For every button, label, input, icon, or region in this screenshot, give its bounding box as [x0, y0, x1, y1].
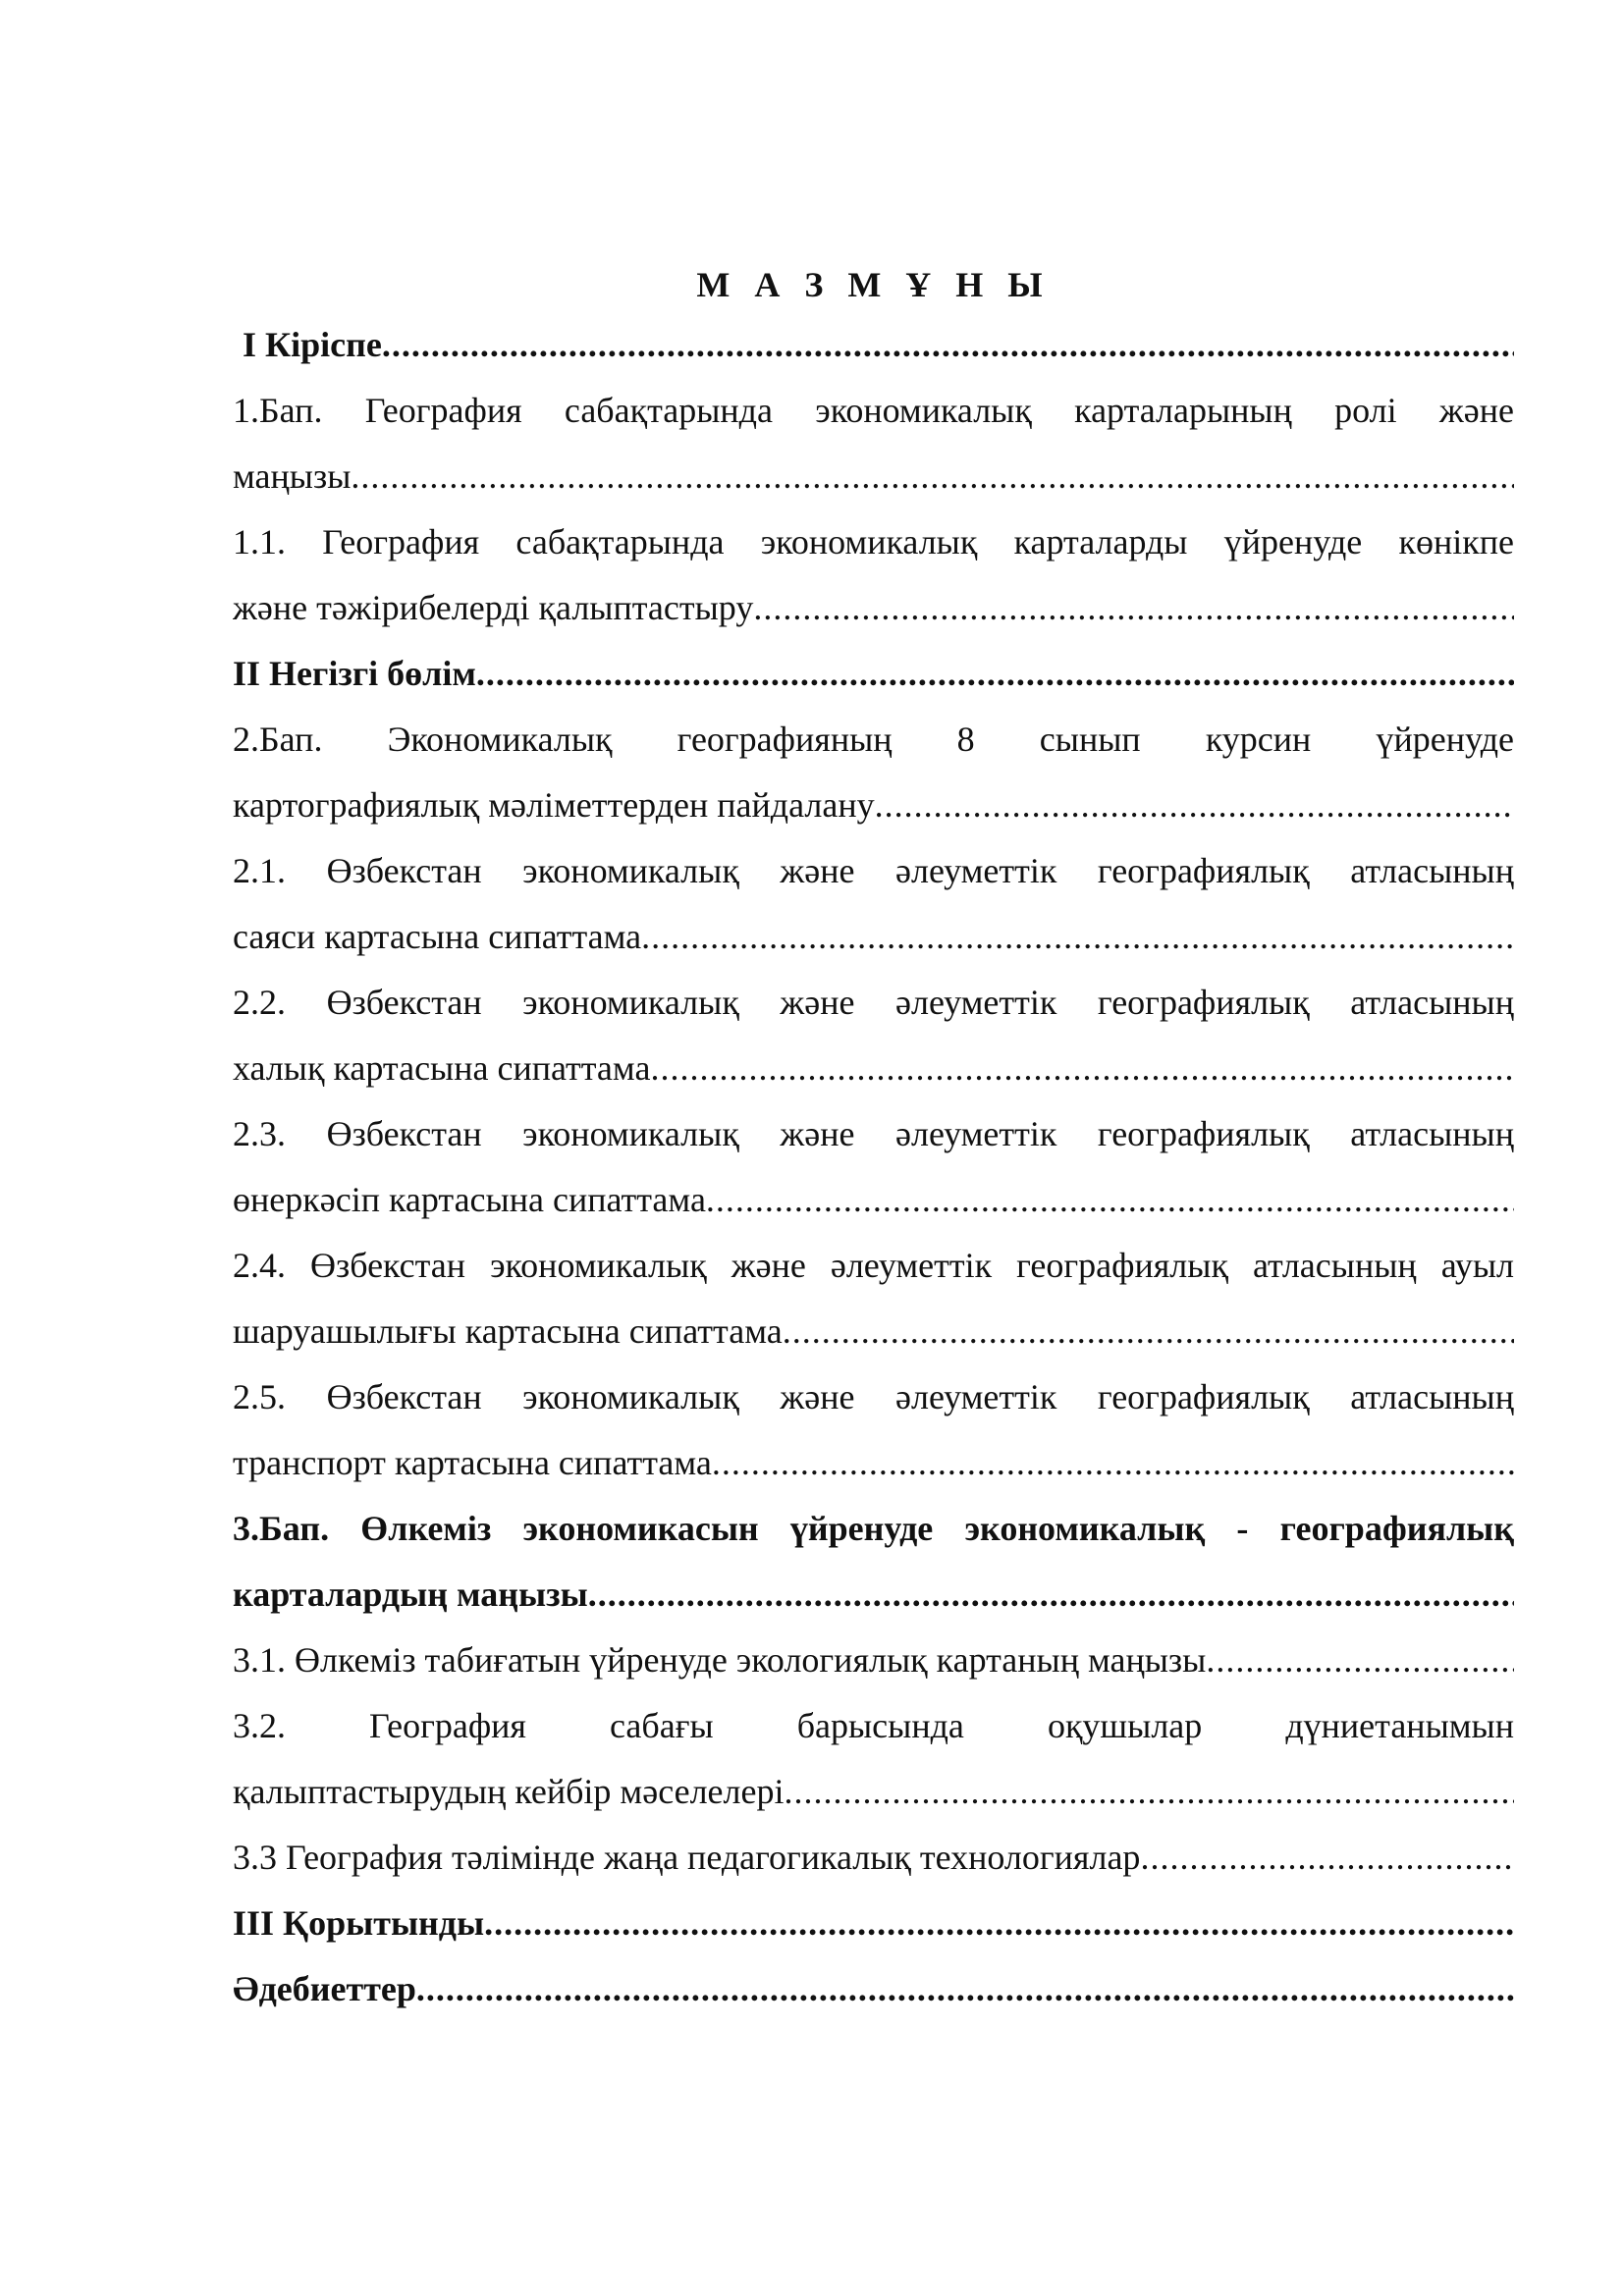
dot-leader — [1140, 1825, 1514, 1891]
toc-entry — [233, 1101, 1514, 1233]
toc-entry — [233, 1233, 1514, 1364]
toc-entry-line: 3.Бап. Өлкеміз экономикасын үйренуде экономикалық - географиялық — [233, 1509, 1514, 1548]
toc-entry — [233, 1956, 1514, 2022]
toc-entry — [233, 509, 1514, 641]
dot-leader — [784, 1759, 1514, 1825]
toc-entry-last-line — [233, 1825, 1514, 1891]
toc-entry-text: I Кіріспе — [243, 325, 382, 364]
toc-entry-text: маңызы — [233, 456, 352, 496]
dot-leader — [783, 1299, 1514, 1364]
toc-entry-text: және тәжірибелерді қалыптастыру — [233, 588, 754, 627]
toc-entry — [233, 970, 1514, 1101]
toc-entry-last-line — [233, 904, 1514, 970]
dot-leader — [712, 1430, 1514, 1496]
toc-entry-line: 2.1. Өзбекстан экономикалық және әлеуметтік географиялық атласының — [233, 851, 1514, 890]
toc-entry-line: 2.Бап. Экономикалық географияның 8 сынып курсин үйренуде — [233, 720, 1514, 759]
toc-entry — [233, 1693, 1514, 1825]
toc-entry — [233, 1628, 1514, 1693]
toc-entry-last-line — [233, 575, 1514, 641]
dot-leader — [753, 575, 1514, 641]
toc-entry-last-line — [233, 444, 1514, 509]
toc-entry-line: 2.4. Өзбекстан экономикалық және әлеуметтік географиялық атласының ауыл — [233, 1246, 1514, 1285]
toc-entry-text: қалыптастырудың кейбір мәселелері — [233, 1772, 785, 1811]
toc-entry-text: 3.3 География тәлімінде жаңа педагогикалық технологиялар — [233, 1838, 1141, 1877]
toc-entry-last-line — [233, 1036, 1514, 1101]
dot-leader — [351, 444, 1514, 509]
toc-entry-text: 3.1. Өлкеміз табиғатын үйренуде экологиялық картаның маңызы — [233, 1640, 1207, 1680]
table-of-contents — [233, 312, 1514, 2022]
toc-entry-line: 2.5. Өзбекстан экономикалық және әлеуметтік географиялық атласының — [233, 1377, 1514, 1416]
toc-entry-last-line — [233, 1167, 1514, 1233]
toc-entry-last-line — [233, 773, 1514, 838]
toc-entry-text: картографиялық мәліметтерден пайдалану — [233, 785, 875, 825]
toc-entry-line: 1.Бап. География сабақтарында экономикалық карталарының ролі және — [233, 391, 1514, 430]
toc-entry-text: Әдебиеттер — [233, 1969, 416, 2008]
toc-entry-text: саяси картасына сипаттама — [233, 917, 642, 956]
toc-entry-last-line — [233, 641, 1514, 707]
toc-entry-text: II Негізгі бөлім — [233, 654, 476, 693]
toc-entry — [233, 1364, 1514, 1496]
toc-entry-last-line — [233, 1299, 1514, 1364]
toc-entry-last-line — [233, 1430, 1514, 1496]
toc-entry — [233, 1496, 1514, 1628]
toc-entry-last-line — [233, 1891, 1514, 1956]
toc-entry-text: халық картасына сипаттама — [233, 1048, 651, 1088]
toc-entry-text: өнеркәсіп картасына сипаттама — [233, 1180, 706, 1219]
dot-leader — [1206, 1628, 1514, 1693]
toc-entry — [233, 378, 1514, 509]
toc-entry-last-line — [233, 1562, 1514, 1628]
dot-leader — [588, 1562, 1514, 1628]
toc-entry-line: 1.1. География сабақтарында экономикалық карталарды үйренуде көнікпе — [233, 522, 1514, 561]
toc-entry — [233, 312, 1514, 378]
toc-entry-line: 2.3. Өзбекстан экономикалық және әлеуметтік географиялық атласының — [233, 1114, 1514, 1153]
dot-leader — [706, 1167, 1514, 1233]
dot-leader — [416, 1956, 1514, 2022]
toc-entry-last-line — [233, 1759, 1514, 1825]
document-page — [233, 257, 1514, 2022]
toc-entry — [233, 838, 1514, 970]
toc-entry-last-line — [233, 1956, 1514, 2022]
toc-entry — [233, 1891, 1514, 1956]
dot-leader — [650, 1036, 1514, 1101]
toc-entry — [233, 1825, 1514, 1891]
dot-leader — [476, 641, 1514, 707]
toc-entry — [233, 707, 1514, 838]
dot-leader — [875, 773, 1514, 838]
toc-entry-last-line — [233, 312, 1514, 378]
toc-entry-text: карталардың маңызы — [233, 1575, 588, 1614]
toc-entry-line: 2.2. Өзбекстан экономикалық және әлеуметтік географиялық атласының — [233, 983, 1514, 1022]
toc-entry-line: 3.2. География сабағы барысында оқушылар дүниетанымын — [233, 1706, 1514, 1745]
toc-entry-last-line — [233, 1628, 1514, 1693]
dot-leader — [484, 1891, 1514, 1956]
toc-entry-text: III Қорытынды — [233, 1903, 485, 1943]
dot-leader — [382, 312, 1514, 378]
dot-leader — [641, 904, 1514, 970]
toc-entry-text: транспорт картасына сипаттама — [233, 1443, 712, 1482]
page-title: М А З М Ұ Н Ы — [696, 265, 1051, 304]
toc-entry-text: шаруашылығы картасына сипаттама — [233, 1311, 783, 1351]
toc-entry — [233, 641, 1514, 707]
